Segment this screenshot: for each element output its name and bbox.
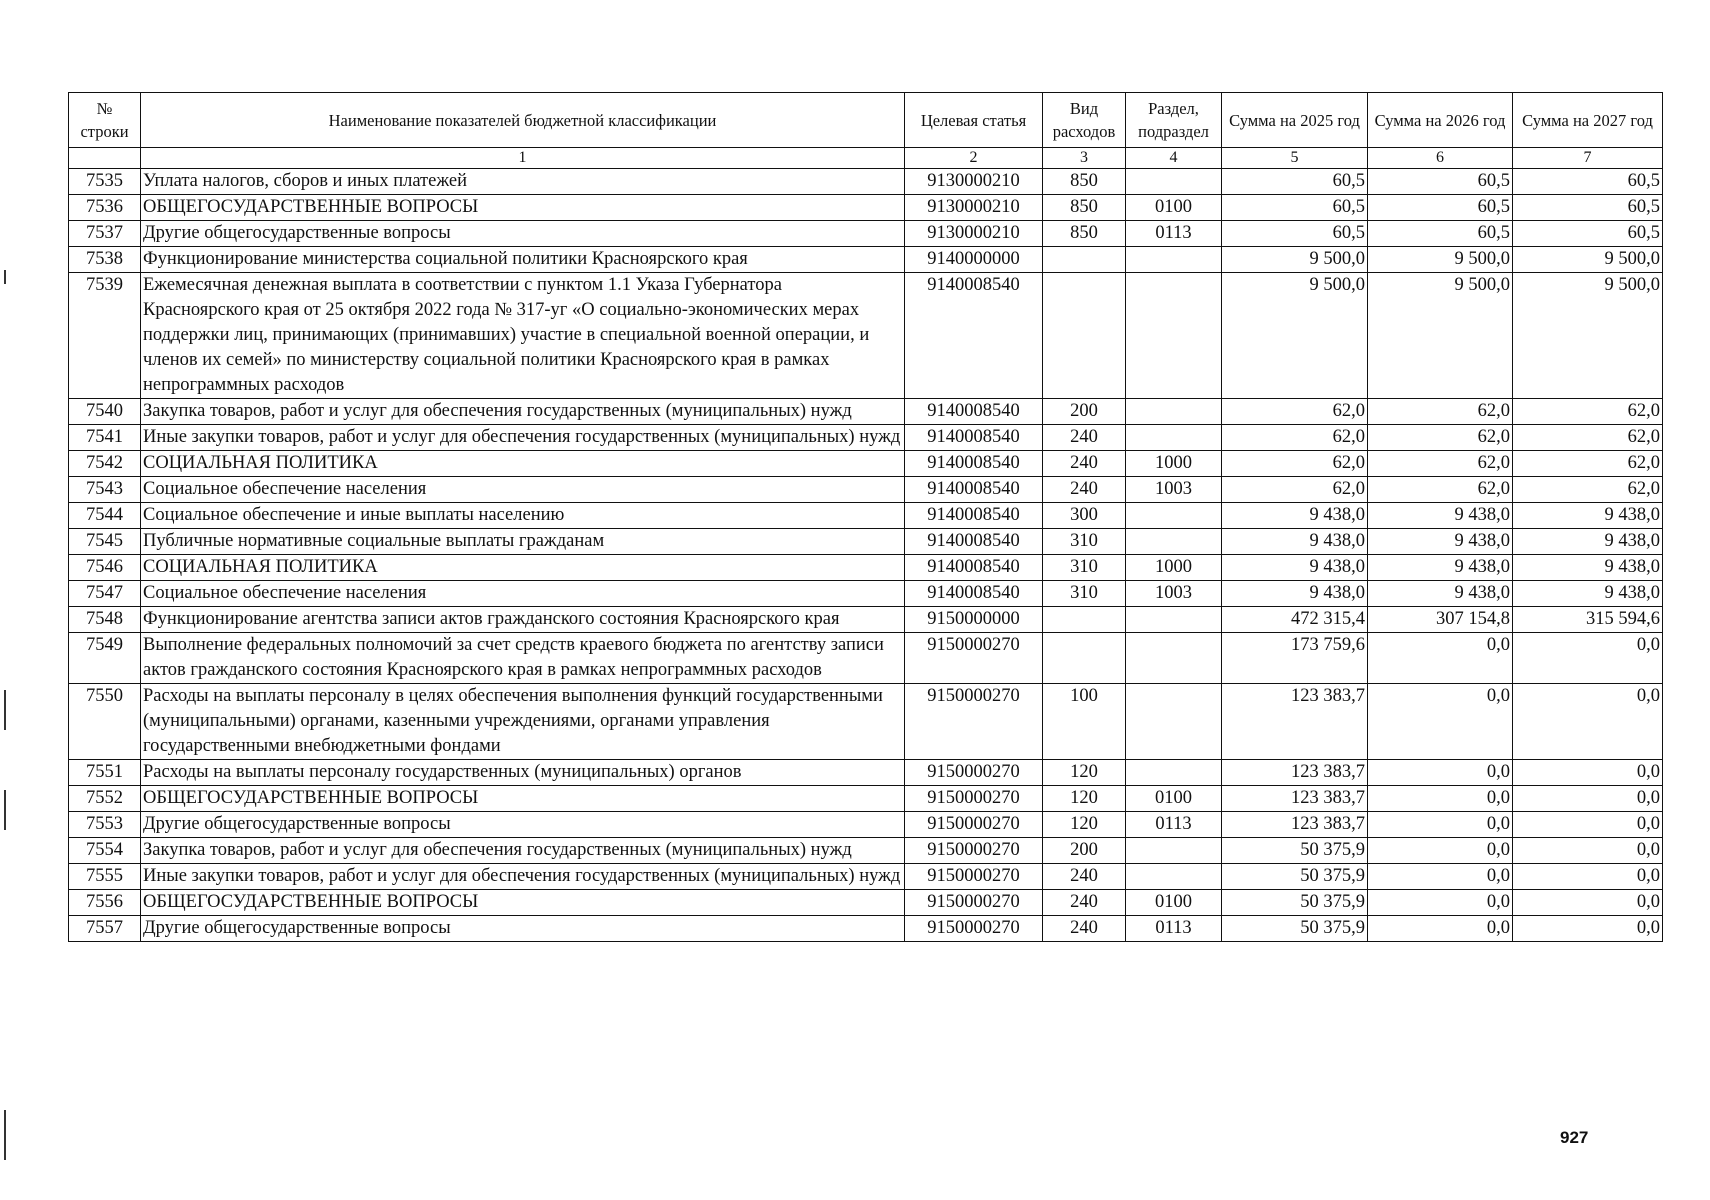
row-sum-2026: 60,5	[1368, 195, 1513, 221]
row-sum-2026: 0,0	[1368, 812, 1513, 838]
row-target-code: 9140008540	[905, 273, 1043, 399]
row-expense-type: 850	[1043, 169, 1126, 195]
row-name: ОБЩЕГОСУДАРСТВЕННЫЕ ВОПРОСЫ	[141, 195, 905, 221]
row-expense-type: 120	[1043, 812, 1126, 838]
row-section-code: 0113	[1126, 812, 1222, 838]
row-name: ОБЩЕГОСУДАРСТВЕННЫЕ ВОПРОСЫ	[141, 890, 905, 916]
table-row	[69, 451, 1663, 477]
row-number: 7541	[69, 425, 141, 451]
row-number: 7554	[69, 838, 141, 864]
row-number: 7539	[69, 273, 141, 399]
row-number: 7552	[69, 786, 141, 812]
row-number: 7556	[69, 890, 141, 916]
row-name: Функционирование агентства записи актов гражданского состояния Красноярского края	[141, 607, 905, 633]
row-name: Закупка товаров, работ и услуг для обеспечения государственных (муниципальных) нужд	[141, 838, 905, 864]
row-number: 7546	[69, 555, 141, 581]
row-sum-2026: 60,5	[1368, 221, 1513, 247]
row-name: СОЦИАЛЬНАЯ ПОЛИТИКА	[141, 451, 905, 477]
budget-table	[68, 92, 1663, 942]
row-expense-type: 300	[1043, 503, 1126, 529]
table-row	[69, 221, 1663, 247]
row-sum-2025: 123 383,7	[1222, 760, 1368, 786]
row-number: 7537	[69, 221, 141, 247]
row-sum-2025: 123 383,7	[1222, 684, 1368, 760]
row-expense-type	[1043, 247, 1126, 273]
row-number: 7540	[69, 399, 141, 425]
header-row-no: № строки	[69, 93, 141, 148]
row-name: Расходы на выплаты персоналу государственных (муниципальных) органов	[141, 760, 905, 786]
table-row	[69, 786, 1663, 812]
scan-margin-mark	[4, 690, 6, 730]
row-number: 7550	[69, 684, 141, 760]
row-number: 7543	[69, 477, 141, 503]
row-section-code: 1003	[1126, 477, 1222, 503]
row-section-code: 1000	[1126, 555, 1222, 581]
row-name: Социальное обеспечение населения	[141, 581, 905, 607]
row-section-code: 0100	[1126, 786, 1222, 812]
row-sum-2027: 62,0	[1513, 399, 1663, 425]
row-sum-2027: 9 500,0	[1513, 247, 1663, 273]
row-sum-2025: 62,0	[1222, 451, 1368, 477]
row-sum-2026: 0,0	[1368, 684, 1513, 760]
row-name: Уплата налогов, сборов и иных платежей	[141, 169, 905, 195]
column-number: 1	[141, 148, 905, 169]
row-sum-2027: 9 438,0	[1513, 581, 1663, 607]
row-expense-type: 850	[1043, 195, 1126, 221]
row-section-code: 0113	[1126, 221, 1222, 247]
table-row	[69, 607, 1663, 633]
row-name: Публичные нормативные социальные выплаты гражданам	[141, 529, 905, 555]
row-sum-2025: 9 500,0	[1222, 247, 1368, 273]
row-expense-type: 240	[1043, 425, 1126, 451]
row-sum-2027: 9 438,0	[1513, 503, 1663, 529]
row-sum-2027: 60,5	[1513, 169, 1663, 195]
row-sum-2027: 0,0	[1513, 684, 1663, 760]
row-expense-type: 310	[1043, 529, 1126, 555]
row-sum-2026: 307 154,8	[1368, 607, 1513, 633]
scan-margin-mark	[4, 270, 6, 284]
row-target-code: 9140008540	[905, 555, 1043, 581]
row-target-code: 9130000210	[905, 221, 1043, 247]
row-sum-2026: 9 500,0	[1368, 247, 1513, 273]
row-number: 7545	[69, 529, 141, 555]
column-number: 5	[1222, 148, 1368, 169]
row-expense-type: 120	[1043, 786, 1126, 812]
row-name: Ежемесячная денежная выплата в соответствии с пунктом 1.1 Указа Губернатора Красноярского края от 25 октября 2022 года № 317-уг «О социально-экономических мерах поддержки лиц, принимающих (принимавших) участие в специальной военной операции, и членов их семей» по министерству социальной политики Красноярского края в рамках непрограммных расходов	[141, 273, 905, 399]
table-row	[69, 581, 1663, 607]
row-section-code	[1126, 247, 1222, 273]
row-sum-2025: 60,5	[1222, 195, 1368, 221]
row-expense-type: 240	[1043, 477, 1126, 503]
row-sum-2027: 0,0	[1513, 786, 1663, 812]
row-section-code	[1126, 529, 1222, 555]
row-sum-2025: 9 438,0	[1222, 581, 1368, 607]
row-sum-2025: 123 383,7	[1222, 812, 1368, 838]
table-row	[69, 864, 1663, 890]
table-row	[69, 760, 1663, 786]
header-target: Целевая статья	[905, 93, 1043, 148]
row-section-code	[1126, 864, 1222, 890]
row-number: 7551	[69, 760, 141, 786]
row-sum-2026: 62,0	[1368, 425, 1513, 451]
table-row	[69, 195, 1663, 221]
row-sum-2027: 62,0	[1513, 477, 1663, 503]
row-sum-2026: 0,0	[1368, 633, 1513, 684]
row-expense-type	[1043, 633, 1126, 684]
row-target-code: 9140000000	[905, 247, 1043, 273]
row-sum-2026: 62,0	[1368, 399, 1513, 425]
row-sum-2026: 62,0	[1368, 451, 1513, 477]
column-number: 4	[1126, 148, 1222, 169]
row-name: СОЦИАЛЬНАЯ ПОЛИТИКА	[141, 555, 905, 581]
row-sum-2027: 0,0	[1513, 812, 1663, 838]
table-row	[69, 633, 1663, 684]
row-sum-2026: 0,0	[1368, 786, 1513, 812]
row-expense-type: 310	[1043, 581, 1126, 607]
row-sum-2027: 60,5	[1513, 195, 1663, 221]
row-target-code: 9150000270	[905, 633, 1043, 684]
row-number: 7557	[69, 916, 141, 942]
row-expense-type	[1043, 607, 1126, 633]
row-sum-2026: 9 500,0	[1368, 273, 1513, 399]
row-target-code: 9140008540	[905, 503, 1043, 529]
row-expense-type: 240	[1043, 864, 1126, 890]
row-sum-2027: 0,0	[1513, 633, 1663, 684]
row-target-code: 9140008540	[905, 425, 1043, 451]
row-target-code: 9150000270	[905, 890, 1043, 916]
row-sum-2025: 173 759,6	[1222, 633, 1368, 684]
row-sum-2025: 50 375,9	[1222, 838, 1368, 864]
table-row	[69, 247, 1663, 273]
row-sum-2027: 62,0	[1513, 425, 1663, 451]
table-row	[69, 529, 1663, 555]
row-name: Социальное обеспечение населения	[141, 477, 905, 503]
table-row	[69, 555, 1663, 581]
column-number: 3	[1043, 148, 1126, 169]
row-target-code: 9150000270	[905, 684, 1043, 760]
row-expense-type: 100	[1043, 684, 1126, 760]
table-header	[69, 93, 1663, 148]
row-expense-type: 850	[1043, 221, 1126, 247]
row-expense-type: 240	[1043, 451, 1126, 477]
row-sum-2025: 9 438,0	[1222, 503, 1368, 529]
row-section-code	[1126, 425, 1222, 451]
row-sum-2025: 50 375,9	[1222, 864, 1368, 890]
table-row	[69, 916, 1663, 942]
row-section-code: 0100	[1126, 890, 1222, 916]
table-row	[69, 503, 1663, 529]
row-sum-2026: 0,0	[1368, 838, 1513, 864]
table-row	[69, 425, 1663, 451]
table-row	[69, 273, 1663, 399]
row-expense-type: 240	[1043, 916, 1126, 942]
table-row	[69, 812, 1663, 838]
row-number: 7544	[69, 503, 141, 529]
row-sum-2025: 9 500,0	[1222, 273, 1368, 399]
row-sum-2026: 0,0	[1368, 916, 1513, 942]
table-body	[69, 148, 1663, 942]
table-row	[69, 890, 1663, 916]
row-number: 7535	[69, 169, 141, 195]
row-name: Другие общегосударственные вопросы	[141, 812, 905, 838]
row-expense-type: 240	[1043, 890, 1126, 916]
row-sum-2025: 62,0	[1222, 399, 1368, 425]
row-number: 7555	[69, 864, 141, 890]
row-target-code: 9140008540	[905, 451, 1043, 477]
row-section-code	[1126, 607, 1222, 633]
row-section-code	[1126, 399, 1222, 425]
row-number: 7548	[69, 607, 141, 633]
row-expense-type: 310	[1043, 555, 1126, 581]
row-expense-type	[1043, 273, 1126, 399]
column-number: 6	[1368, 148, 1513, 169]
table-row	[69, 838, 1663, 864]
row-sum-2027: 0,0	[1513, 760, 1663, 786]
row-sum-2026: 0,0	[1368, 864, 1513, 890]
row-target-code: 9150000270	[905, 760, 1043, 786]
row-sum-2027: 9 500,0	[1513, 273, 1663, 399]
row-number: 7549	[69, 633, 141, 684]
row-sum-2026: 0,0	[1368, 890, 1513, 916]
page-number: 927	[1560, 1128, 1589, 1147]
row-name: ОБЩЕГОСУДАРСТВЕННЫЕ ВОПРОСЫ	[141, 786, 905, 812]
row-section-code	[1126, 760, 1222, 786]
header-section: Раздел, подраздел	[1126, 93, 1222, 148]
row-section-code: 0100	[1126, 195, 1222, 221]
row-section-code	[1126, 169, 1222, 195]
row-number: 7538	[69, 247, 141, 273]
row-section-code	[1126, 273, 1222, 399]
row-sum-2027: 62,0	[1513, 451, 1663, 477]
row-section-code	[1126, 838, 1222, 864]
scan-margin-mark	[4, 790, 6, 830]
row-sum-2025: 123 383,7	[1222, 786, 1368, 812]
row-section-code: 1000	[1126, 451, 1222, 477]
row-name: Выполнение федеральных полномочий за счет средств краевого бюджета по агентству записи актов гражданского состояния Красноярского края в рамках непрограммных расходов	[141, 633, 905, 684]
row-target-code: 9150000270	[905, 864, 1043, 890]
table-row	[69, 169, 1663, 195]
row-name: Другие общегосударственные вопросы	[141, 221, 905, 247]
row-sum-2025: 60,5	[1222, 169, 1368, 195]
row-name: Функционирование министерства социальной политики Красноярского края	[141, 247, 905, 273]
scan-margin-mark	[4, 1110, 6, 1160]
row-name: Закупка товаров, работ и услуг для обеспечения государственных (муниципальных) нужд	[141, 399, 905, 425]
row-name: Расходы на выплаты персоналу в целях обеспечения выполнения функций государственными (муниципальными) органами, казенными учреждениями, органами управления государственными внебюджетными фондами	[141, 684, 905, 760]
row-sum-2026: 9 438,0	[1368, 503, 1513, 529]
row-sum-2026: 62,0	[1368, 477, 1513, 503]
column-number-row	[69, 148, 1663, 169]
row-sum-2027: 9 438,0	[1513, 529, 1663, 555]
table-row	[69, 684, 1663, 760]
row-target-code: 9130000210	[905, 195, 1043, 221]
header-sum-2026: Сумма на 2026 год	[1368, 93, 1513, 148]
header-sum-2025: Сумма на 2025 год	[1222, 93, 1368, 148]
row-expense-type: 120	[1043, 760, 1126, 786]
row-sum-2027: 60,5	[1513, 221, 1663, 247]
header-sum-2027: Сумма на 2027 год	[1513, 93, 1663, 148]
column-number	[69, 148, 141, 169]
row-sum-2027: 0,0	[1513, 916, 1663, 942]
row-sum-2027: 0,0	[1513, 864, 1663, 890]
column-number: 2	[905, 148, 1043, 169]
header-name: Наименование показателей бюджетной классификации	[141, 93, 905, 148]
row-target-code: 9130000210	[905, 169, 1043, 195]
row-sum-2025: 9 438,0	[1222, 555, 1368, 581]
row-section-code: 1003	[1126, 581, 1222, 607]
row-target-code: 9150000000	[905, 607, 1043, 633]
row-sum-2025: 62,0	[1222, 477, 1368, 503]
row-sum-2025: 60,5	[1222, 221, 1368, 247]
row-target-code: 9140008540	[905, 581, 1043, 607]
row-number: 7547	[69, 581, 141, 607]
row-sum-2025: 50 375,9	[1222, 916, 1368, 942]
row-name: Иные закупки товаров, работ и услуг для обеспечения государственных (муниципальных) нужд	[141, 425, 905, 451]
row-sum-2027: 315 594,6	[1513, 607, 1663, 633]
row-target-code: 9140008540	[905, 399, 1043, 425]
row-sum-2027: 0,0	[1513, 838, 1663, 864]
row-sum-2026: 9 438,0	[1368, 555, 1513, 581]
header-exp-type: Вид расходов	[1043, 93, 1126, 148]
row-number: 7553	[69, 812, 141, 838]
row-expense-type: 200	[1043, 399, 1126, 425]
row-target-code: 9140008540	[905, 529, 1043, 555]
row-target-code: 9150000270	[905, 838, 1043, 864]
row-number: 7536	[69, 195, 141, 221]
row-sum-2027: 9 438,0	[1513, 555, 1663, 581]
row-target-code: 9150000270	[905, 916, 1043, 942]
column-number: 7	[1513, 148, 1663, 169]
row-name: Иные закупки товаров, работ и услуг для обеспечения государственных (муниципальных) нужд	[141, 864, 905, 890]
row-expense-type: 200	[1043, 838, 1126, 864]
row-section-code	[1126, 503, 1222, 529]
row-sum-2026: 0,0	[1368, 760, 1513, 786]
row-sum-2025: 9 438,0	[1222, 529, 1368, 555]
row-target-code: 9150000270	[905, 786, 1043, 812]
row-sum-2026: 9 438,0	[1368, 581, 1513, 607]
row-section-code: 0113	[1126, 916, 1222, 942]
row-sum-2027: 0,0	[1513, 890, 1663, 916]
row-name: Другие общегосударственные вопросы	[141, 916, 905, 942]
row-section-code	[1126, 684, 1222, 760]
row-section-code	[1126, 633, 1222, 684]
row-sum-2026: 60,5	[1368, 169, 1513, 195]
row-sum-2025: 472 315,4	[1222, 607, 1368, 633]
row-number: 7542	[69, 451, 141, 477]
table-row	[69, 399, 1663, 425]
row-target-code: 9140008540	[905, 477, 1043, 503]
row-sum-2025: 50 375,9	[1222, 890, 1368, 916]
row-sum-2026: 9 438,0	[1368, 529, 1513, 555]
row-name: Социальное обеспечение и иные выплаты населению	[141, 503, 905, 529]
table-row	[69, 477, 1663, 503]
row-target-code: 9150000270	[905, 812, 1043, 838]
row-sum-2025: 62,0	[1222, 425, 1368, 451]
